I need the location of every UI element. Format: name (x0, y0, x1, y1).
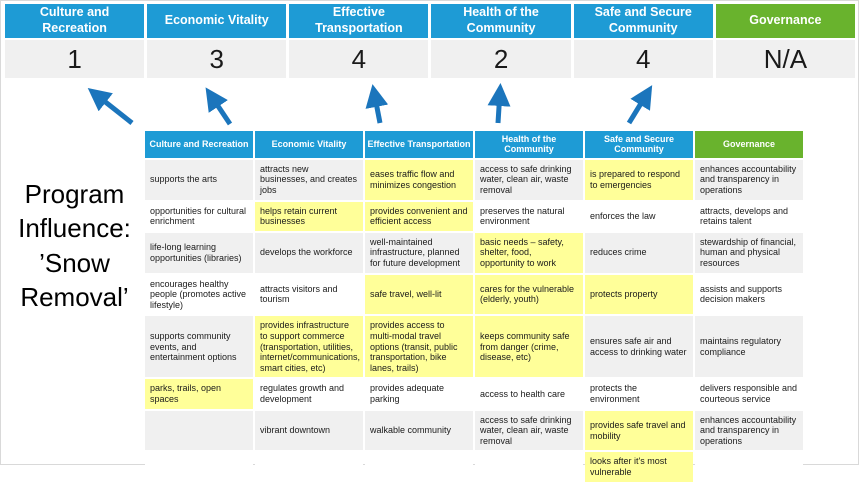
matrix-cell: access to safe drinking water, clean air, waste removal (475, 160, 583, 200)
up-left-arrow-icon (210, 94, 230, 124)
matrix-cell: attracts new businesses, and creates jobs (255, 160, 363, 200)
table-row (145, 202, 803, 231)
matrix-cell: attracts visitors and tourism (255, 275, 363, 315)
matrix-cell (255, 452, 363, 481)
matrix-cell-highlighted: provides convenient and efficient access (365, 202, 473, 231)
matrix-cell: reduces crime (585, 233, 693, 273)
summary-score-value: 3 (147, 40, 286, 78)
table-row (145, 411, 803, 451)
matrix-cell: access to health care (475, 379, 583, 408)
matrix-cell: enforces the law (585, 202, 693, 231)
matrix-cell (145, 411, 253, 451)
summary-score-value: 4 (574, 40, 713, 78)
matrix-cell: enhances accountability and transparency in operations (695, 411, 803, 451)
matrix-cell: opportunities for cultural enrichment (145, 202, 253, 231)
matrix-header-cell: Culture and Recreation (145, 131, 253, 158)
summary-score-band (2, 2, 858, 80)
summary-header-cell: Governance (716, 4, 855, 38)
up-left-arrow-icon (94, 93, 132, 123)
matrix-cell: encourages healthy people (promotes active lifestyle) (145, 275, 253, 315)
matrix-header-cell: Effective Transportation (365, 131, 473, 158)
matrix-cell: vibrant downtown (255, 411, 363, 451)
matrix-cell: regulates growth and development (255, 379, 363, 408)
matrix-cell (365, 452, 473, 481)
matrix-cell: provides adequate parking (365, 379, 473, 408)
matrix-cell-highlighted: cares for the vulnerable (elderly, youth) (475, 275, 583, 315)
influence-matrix (143, 129, 805, 484)
matrix-table (143, 129, 805, 484)
program-title: Program Influence: ’Snow Removal’ (18, 179, 131, 312)
matrix-cell (695, 452, 803, 481)
matrix-cell: maintains regulatory compliance (695, 316, 803, 377)
matrix-cell-highlighted: protects property (585, 275, 693, 315)
table-row (145, 379, 803, 408)
up-right-arrow-icon (629, 92, 648, 123)
matrix-cell-highlighted: is prepared to respond to emergencies (585, 160, 693, 200)
up-arrow-icon (498, 91, 500, 123)
matrix-cell-highlighted: eases traffic flow and minimizes congestion (365, 160, 473, 200)
matrix-header-cell: Governance (695, 131, 803, 158)
matrix-cell (145, 452, 253, 481)
table-row (145, 452, 803, 481)
matrix-cell: access to safe drinking water, clean air, waste removal (475, 411, 583, 451)
table-row (145, 233, 803, 273)
matrix-cell: life-long learning opportunities (libraries) (145, 233, 253, 273)
matrix-cell-highlighted: provides access to multi-modal travel options (transit, public transportation, bike lanes, trails) (365, 316, 473, 377)
summary-table (2, 2, 858, 80)
summary-header-cell: Effective Transportation (289, 4, 428, 38)
matrix-cell: supports community events, and entertainment options (145, 316, 253, 377)
table-row (145, 275, 803, 315)
table-row (145, 316, 803, 377)
matrix-cell-highlighted: safe travel, well-lit (365, 275, 473, 315)
matrix-cell: attracts, develops and retains talent (695, 202, 803, 231)
summary-header-cell: Culture and Recreation (5, 4, 144, 38)
matrix-cell: well-maintained infrastructure, planned for future development (365, 233, 473, 273)
matrix-cell: supports the arts (145, 160, 253, 200)
summary-score-value: N/A (716, 40, 855, 78)
matrix-cell-highlighted: looks after it's most vulnerable (585, 452, 693, 481)
matrix-header-cell: Health of the Community (475, 131, 583, 158)
matrix-cell-highlighted: parks, trails, open spaces (145, 379, 253, 408)
summary-header-cell: Economic Vitality (147, 4, 286, 38)
matrix-cell-highlighted: helps retain current businesses (255, 202, 363, 231)
matrix-header-cell: Safe and Secure Community (585, 131, 693, 158)
matrix-cell: preserves the natural environment (475, 202, 583, 231)
up-arrow-icon (374, 92, 380, 123)
table-row (145, 160, 803, 200)
matrix-cell (475, 452, 583, 481)
matrix-cell-highlighted: provides safe travel and mobility (585, 411, 693, 451)
matrix-cell: delivers responsible and courteous service (695, 379, 803, 408)
summary-score-value: 4 (289, 40, 428, 78)
matrix-cell-highlighted: keeps community safe from danger (crime, disease, etc) (475, 316, 583, 377)
matrix-cell: protects the environment (585, 379, 693, 408)
matrix-cell: ensures safe air and access to drinking water (585, 316, 693, 377)
matrix-cell: stewardship of financial, human and physical resources (695, 233, 803, 273)
matrix-header-cell: Economic Vitality (255, 131, 363, 158)
influence-arrows (1, 81, 859, 133)
matrix-cell: walkable community (365, 411, 473, 451)
summary-header-cell: Health of the Community (431, 4, 570, 38)
matrix-cell-highlighted: basic needs – safety, shelter, food, opportunity to work (475, 233, 583, 273)
matrix-cell: assists and supports decision makers (695, 275, 803, 315)
matrix-cell: develops the workforce (255, 233, 363, 273)
matrix-cell: enhances accountability and transparency in operations (695, 160, 803, 200)
matrix-cell-highlighted: provides infrastructure to support commerce (transportation, utilities, internet/communications, smart cities, etc) (255, 316, 363, 377)
summary-score-value: 1 (5, 40, 144, 78)
summary-header-cell: Safe and Secure Community (574, 4, 713, 38)
summary-score-value: 2 (431, 40, 570, 78)
